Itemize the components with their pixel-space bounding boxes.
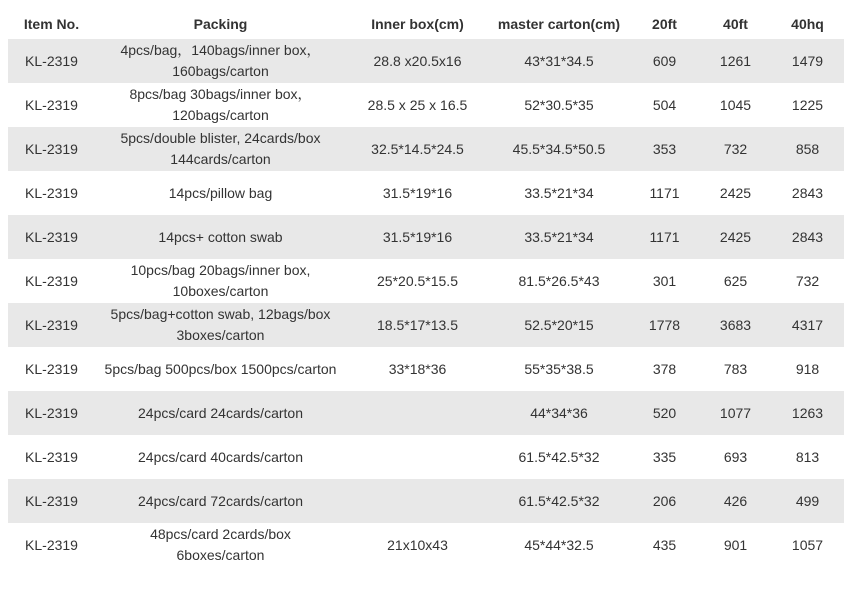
table-row <box>8 303 844 347</box>
inner-box-cell <box>346 479 489 523</box>
packing-cell <box>95 347 346 391</box>
40hq-cell: 1225 <box>771 83 844 127</box>
inner-box-cell <box>346 435 489 479</box>
item-cell: KL-2319 <box>8 347 95 391</box>
packing-cell <box>95 39 346 83</box>
header-20ft: 20ft <box>629 9 700 39</box>
item-cell: KL-2319 <box>8 83 95 127</box>
header-40hq: 40hq <box>771 9 844 39</box>
master-carton-cell: 52*30.5*35 <box>489 83 629 127</box>
packing-line: 120bags/carton <box>172 107 269 123</box>
40ft-cell: 693 <box>700 435 771 479</box>
40hq-cell: 1263 <box>771 391 844 435</box>
packing-cell <box>95 83 346 127</box>
item-cell: KL-2319 <box>8 435 95 479</box>
header-40ft: 40ft <box>700 9 771 39</box>
table-row <box>8 171 844 215</box>
header-item-no: Item No. <box>8 9 95 39</box>
master-carton-cell: 33.5*21*34 <box>489 171 629 215</box>
40hq-cell: 858 <box>771 127 844 171</box>
master-carton-cell: 45*44*32.5 <box>489 523 629 567</box>
table-row <box>8 83 844 127</box>
20ft-cell: 504 <box>629 83 700 127</box>
inner-box-cell <box>346 391 489 435</box>
40hq-cell: 499 <box>771 479 844 523</box>
table-row <box>8 215 844 259</box>
header-inner-box: Inner box(cm) <box>346 9 489 39</box>
40hq-cell: 813 <box>771 435 844 479</box>
packing-line: 160bags/carton <box>172 63 269 79</box>
inner-box-cell: 32.5*14.5*24.5 <box>346 127 489 171</box>
item-cell: KL-2319 <box>8 259 95 303</box>
40ft-cell: 783 <box>700 347 771 391</box>
table-row <box>8 127 844 171</box>
inner-box-cell: 33*18*36 <box>346 347 489 391</box>
40hq-cell: 918 <box>771 347 844 391</box>
40ft-cell: 1077 <box>700 391 771 435</box>
40ft-cell: 3683 <box>700 303 771 347</box>
packing-cell <box>95 391 346 435</box>
packing-cell <box>95 127 346 171</box>
40ft-cell: 901 <box>700 523 771 567</box>
item-cell: KL-2319 <box>8 303 95 347</box>
table-row <box>8 435 844 479</box>
packing-cell <box>95 259 346 303</box>
table-row <box>8 347 844 391</box>
20ft-cell: 353 <box>629 127 700 171</box>
packing-line: 5pcs/bag 500pcs/box 1500pcs/carton <box>104 360 337 377</box>
packing-line: 5pcs/bag+cotton swab, 12bags/box <box>110 306 331 322</box>
item-cell: KL-2319 <box>8 523 95 567</box>
40ft-cell: 625 <box>700 259 771 303</box>
20ft-cell: 335 <box>629 435 700 479</box>
40hq-cell: 1057 <box>771 523 844 567</box>
item-cell: KL-2319 <box>8 215 95 259</box>
packing-cell <box>95 215 346 259</box>
40ft-cell: 426 <box>700 479 771 523</box>
inner-box-cell: 18.5*17*13.5 <box>346 303 489 347</box>
table-row <box>8 39 844 83</box>
master-carton-cell: 61.5*42.5*32 <box>489 435 629 479</box>
master-carton-cell: 52.5*20*15 <box>489 303 629 347</box>
table-row <box>8 479 844 523</box>
header-packing: Packing <box>95 9 346 39</box>
40ft-cell: 1261 <box>700 39 771 83</box>
packing-table <box>8 9 844 567</box>
item-cell: KL-2319 <box>8 479 95 523</box>
master-carton-cell: 81.5*26.5*43 <box>489 259 629 303</box>
inner-box-cell: 31.5*19*16 <box>346 215 489 259</box>
item-cell: KL-2319 <box>8 171 95 215</box>
20ft-cell: 1171 <box>629 171 700 215</box>
table-row <box>8 523 844 567</box>
master-carton-cell: 44*34*36 <box>489 391 629 435</box>
table-row <box>8 259 844 303</box>
20ft-cell: 1778 <box>629 303 700 347</box>
master-carton-cell: 45.5*34.5*50.5 <box>489 127 629 171</box>
40ft-cell: 732 <box>700 127 771 171</box>
20ft-cell: 520 <box>629 391 700 435</box>
packing-line: 8pcs/bag 30bags/inner box， <box>129 86 312 102</box>
inner-box-cell: 21x10x43 <box>346 523 489 567</box>
table-body <box>8 39 844 567</box>
40ft-cell: 2425 <box>700 171 771 215</box>
master-carton-cell: 33.5*21*34 <box>489 215 629 259</box>
40hq-cell: 732 <box>771 259 844 303</box>
40ft-cell: 2425 <box>700 215 771 259</box>
table-header-row <box>8 9 844 39</box>
master-carton-cell: 61.5*42.5*32 <box>489 479 629 523</box>
20ft-cell: 206 <box>629 479 700 523</box>
packing-cell <box>95 523 346 567</box>
packing-line: 24pcs/card 40cards/carton <box>138 448 303 465</box>
packing-line: 14pcs+ cotton swab <box>158 228 283 245</box>
40hq-cell: 1479 <box>771 39 844 83</box>
packing-line: 24pcs/card 72cards/carton <box>138 492 303 509</box>
20ft-cell: 378 <box>629 347 700 391</box>
inner-box-cell: 31.5*19*16 <box>346 171 489 215</box>
item-cell: KL-2319 <box>8 127 95 171</box>
20ft-cell: 435 <box>629 523 700 567</box>
item-cell: KL-2319 <box>8 391 95 435</box>
packing-line: 3boxes/carton <box>176 327 265 343</box>
40hq-cell: 2843 <box>771 171 844 215</box>
packing-line: 24pcs/card 24cards/carton <box>138 404 303 421</box>
20ft-cell: 301 <box>629 259 700 303</box>
packing-line: 5pcs/double blister, 24cards/box <box>120 130 321 146</box>
inner-box-cell: 28.8 x20.5x16 <box>346 39 489 83</box>
40hq-cell: 4317 <box>771 303 844 347</box>
packing-line: 10pcs/bag 20bags/inner box, <box>130 262 311 278</box>
20ft-cell: 1171 <box>629 215 700 259</box>
header-master-carton: master carton(cm) <box>489 9 629 39</box>
20ft-cell: 609 <box>629 39 700 83</box>
packing-line: 14pcs/pillow bag <box>168 184 273 201</box>
inner-box-cell: 25*20.5*15.5 <box>346 259 489 303</box>
packing-cell <box>95 303 346 347</box>
inner-box-cell: 28.5 x 25 x 16.5 <box>346 83 489 127</box>
table-row <box>8 391 844 435</box>
40ft-cell: 1045 <box>700 83 771 127</box>
master-carton-cell: 55*35*38.5 <box>489 347 629 391</box>
packing-line: 10boxes/carton <box>172 283 269 299</box>
packing-cell <box>95 171 346 215</box>
packing-line: 6boxes/carton <box>176 547 265 563</box>
packing-cell <box>95 479 346 523</box>
packing-line: 144cards/carton <box>170 151 271 167</box>
item-cell: KL-2319 <box>8 39 95 83</box>
master-carton-cell: 43*31*34.5 <box>489 39 629 83</box>
packing-cell <box>95 435 346 479</box>
packing-line: 48pcs/card 2cards/box <box>150 526 291 542</box>
packing-line: 4pcs/bag，140bags/inner box， <box>120 42 321 58</box>
40hq-cell: 2843 <box>771 215 844 259</box>
